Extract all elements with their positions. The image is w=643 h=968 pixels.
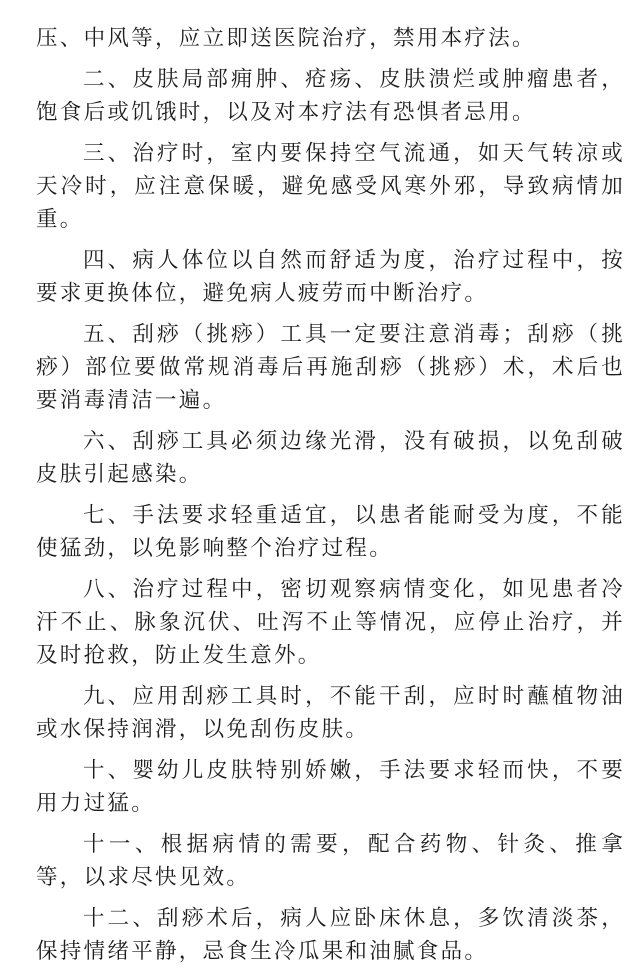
paragraph-item-10: 十、婴幼儿皮肤特别娇嫩，手法要求轻而快，不要用力过猛。	[36, 758, 625, 816]
paragraph-item-6: 六、刮痧工具必须边缘光滑，没有破损，以免刮破皮肤引起感染。	[36, 429, 625, 487]
paragraph-item-7: 七、手法要求轻重适宜，以患者能耐受为度，不能使猛劲，以免影响整个治疗过程。	[36, 503, 625, 561]
paragraph-item-4: 四、病人体位以自然而舒适为度，治疗过程中，按要求更换体位，避免病人疲劳而中断治疗。	[36, 248, 625, 306]
paragraph-item-5: 五、刮痧（挑痧）工具一定要注意消毒；刮痧（挑痧）部位要做常规消毒后再施刮痧（挑痧）术，术后也要消毒清洁一遍。	[36, 322, 625, 413]
paragraph-item-11: 十一、根据病情的需要，配合药物、针灸、推拿等，以求尽快见效。	[36, 832, 625, 890]
paragraph-item-2: 二、皮肤局部痈肿、疮疡、皮肤溃烂或肿瘤患者，饱食后或饥饿时，以及对本疗法有恐惧者忌用。	[36, 67, 625, 125]
paragraph-item-8: 八、治疗过程中，密切观察病情变化，如见患者冷汗不止、脉象沉伏、吐泻不止等情况，应停止治疗，并及时抢救，防止发生意外。	[36, 577, 625, 668]
paragraph-item-3: 三、治疗时，室内要保持空气流通，如天气转凉或天冷时，应注意保暖，避免感受风寒外邪，导致病情加重。	[36, 141, 625, 232]
paragraph-continuation: 压、中风等，应立即送医院治疗，禁用本疗法。	[36, 26, 536, 51]
paragraph-item-12: 十二、刮痧术后，病人应卧床休息，多饮清淡茶，保持情绪平静，忌食生冷瓜果和油腻食品。	[36, 906, 625, 964]
paragraph-item-9: 九、应用刮痧工具时，不能干刮，应时时蘸植物油或水保持润滑，以免刮伤皮肤。	[36, 684, 625, 742]
